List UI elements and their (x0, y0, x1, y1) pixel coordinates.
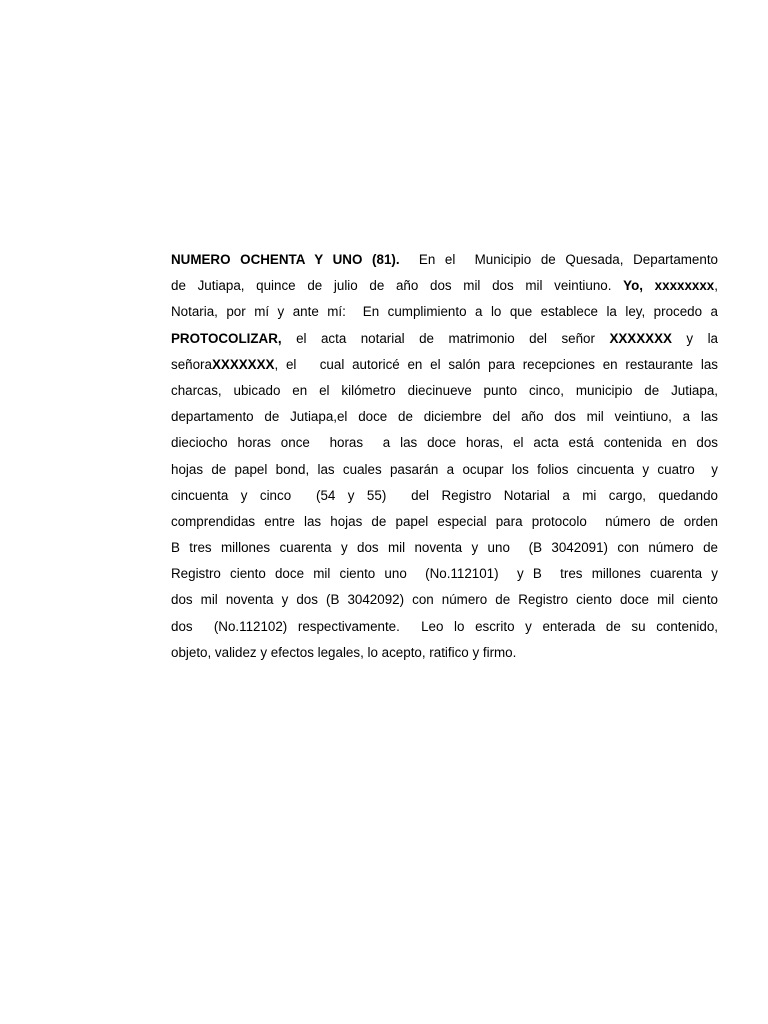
text-line-15 (171, 614, 718, 640)
text-run: Registro ciento doce mil ciento uno (No.112101) y B tres millones cuarenta y (171, 566, 718, 582)
text-run: comprendidas entre las hojas de papel especial para protocolo número de orden (171, 513, 718, 529)
text-line-16 (171, 640, 718, 666)
text-run: departamento de Jutiapa,el doce de diciembre del año dos mil veintiuno, a las (171, 409, 718, 425)
text-line-10 (171, 483, 718, 509)
protocolizar-keyword: PROTOCOLIZAR, (171, 330, 282, 346)
text-run: cincuenta y cinco (54 y 55) del Registro Notarial a mi cargo, quedando (171, 487, 718, 503)
text-line-8 (171, 430, 718, 456)
text-run: charcas, ubicado en el kilómetro diecinueve punto cinco, municipio de Jutiapa, (171, 382, 718, 398)
text-line-3 (171, 299, 718, 325)
text-line-1 (171, 247, 718, 273)
text-run: dos mil noventa y dos (B 3042092) con número de Registro ciento doce mil ciento (171, 592, 718, 608)
text-run: el acta notarial de matrimonio del señor (281, 330, 610, 346)
text-line-11 (171, 509, 718, 535)
text-line-5 (171, 352, 718, 378)
text-run: objeto, validez y efectos legales, lo acepto, ratifico y firmo. (171, 644, 517, 660)
notary-name: Yo, xxxxxxxx (623, 278, 715, 294)
text-run: Notaria, por mí y ante mí: En cumplimiento a lo que establece la ley, procedo a (171, 304, 718, 320)
text-line-2 (171, 273, 718, 299)
text-line-6 (171, 378, 718, 404)
text-line-14 (171, 587, 718, 613)
text-run: B tres millones cuarenta y dos mil noventa y uno (B 3042091) con número de (171, 540, 718, 556)
text-line-12 (171, 535, 718, 561)
text-run: dieciocho horas once horas a las doce horas, el acta está contenida en dos (171, 435, 718, 451)
text-line-7 (171, 404, 718, 430)
text-line-13 (171, 561, 718, 587)
text-run: de Jutiapa, quince de julio de año dos mil dos mil veintiuno. (171, 278, 624, 294)
text-run: hojas de papel bond, las cuales pasarán a ocupar los folios cincuenta y cuatro y (171, 461, 718, 477)
groom-name: XXXXXXX (609, 330, 672, 346)
text-run: señora (171, 356, 212, 372)
act-number-heading: NUMERO OCHENTA Y UNO (81). (171, 252, 400, 267)
bride-name: XXXXXXX (211, 356, 275, 372)
text-run: dos (No.112102) respectivamente. Leo lo escrito y enterada de su contenido, (171, 618, 718, 634)
text-line-4 (171, 326, 718, 352)
notarial-act-paragraph (171, 247, 718, 666)
text-run: y la (671, 330, 718, 346)
text-line-9 (171, 457, 718, 483)
text-run: , el cual autoricé en el salón para recepciones en restaurante las (274, 356, 718, 372)
text-run: , (714, 278, 718, 294)
text-run: En el Municipio de Quesada, Departamento (399, 252, 718, 267)
